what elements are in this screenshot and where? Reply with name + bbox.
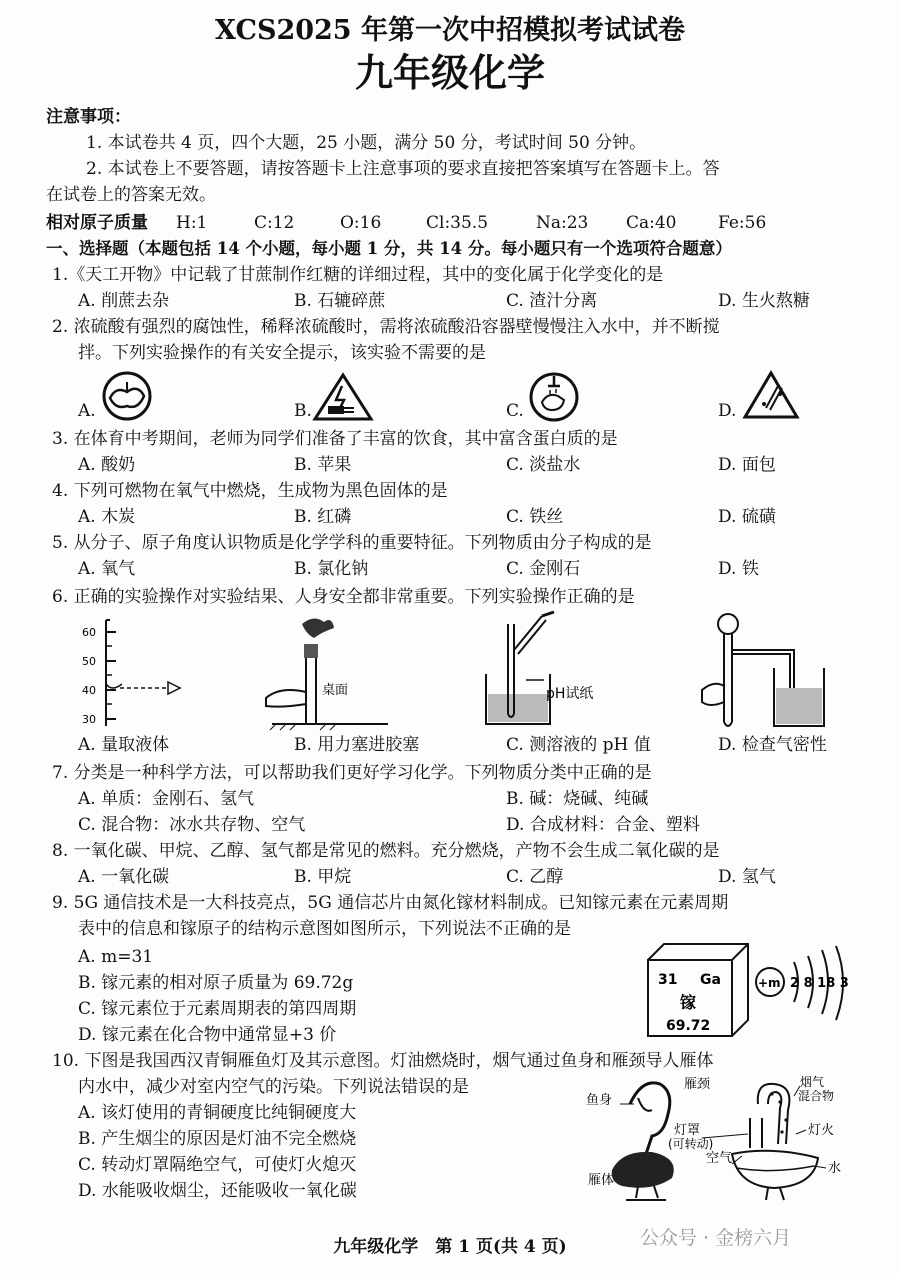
note-2-cont: 在试卷上的答案无效。 bbox=[46, 185, 216, 205]
hand-wash-icon bbox=[528, 370, 580, 424]
label-goose-neck: 雁颈 bbox=[684, 1077, 711, 1092]
label-water: 水 bbox=[828, 1161, 842, 1176]
note-1: 1. 本试卷共 4 页，四个大题，25 小题，满分 50 分，考试时间 50 分钟。 bbox=[86, 133, 647, 153]
question-5-stem: 5. 从分子、原子角度认识物质是化学学科的重要特征。下列物质由分子构成的是 bbox=[52, 533, 652, 553]
electron-shells: 2 8 18 3 bbox=[790, 976, 849, 991]
desk-label: 桌面 bbox=[322, 683, 349, 698]
q2-option-b: B. bbox=[294, 401, 312, 421]
element-number: 31 bbox=[658, 972, 678, 988]
element-name: 镓 bbox=[680, 993, 697, 1012]
q7-option-c: C. 混合物：冰水共存物、空气 bbox=[78, 815, 306, 835]
q1-option-c: C. 渣汁分离 bbox=[506, 291, 598, 311]
atomic-h: H:1 bbox=[176, 213, 208, 233]
atomic-ca: Ca:40 bbox=[626, 213, 677, 233]
label-fish-body: 鱼身 bbox=[586, 1093, 613, 1108]
q10-option-d: D. 水能吸收烟尘，还能吸收一氧化碳 bbox=[78, 1181, 357, 1201]
q9-option-c: C. 镓元素位于元素周期表的第四周期 bbox=[78, 999, 357, 1019]
airtightness-test-figure bbox=[694, 610, 854, 734]
q5-option-a: A. 氧气 bbox=[78, 559, 136, 579]
label-lamp-shade: 灯罩 bbox=[674, 1123, 701, 1138]
stopper-tube-figure bbox=[262, 612, 392, 734]
question-6-options bbox=[78, 732, 858, 758]
question-8-options bbox=[78, 864, 858, 890]
label-goose-body: 雁体 bbox=[588, 1173, 615, 1188]
atomic-na: Na:23 bbox=[536, 213, 589, 233]
q8-option-b: B. 甲烷 bbox=[294, 867, 352, 887]
question-1-options bbox=[78, 288, 858, 314]
q7-option-b: B. 碱：烧碱、纯碱 bbox=[506, 789, 649, 809]
q3-option-b: B. 苹果 bbox=[294, 455, 352, 475]
question-2-stem-cont: 拌。下列实验操作的有关安全提示，该实验不需要的是 bbox=[78, 343, 486, 363]
electrical-hazard-icon bbox=[312, 372, 374, 422]
page-footer: 九年级化学 第 1 页(共 4 页) bbox=[333, 1237, 567, 1257]
tick-50: 50 bbox=[82, 655, 96, 668]
atomic-cl: Cl:35.5 bbox=[426, 213, 489, 233]
q5-option-b: B. 氯化钠 bbox=[294, 559, 369, 579]
q6-option-c: C. 测溶液的 pH 值 bbox=[506, 735, 651, 755]
label-air: 空气 bbox=[706, 1151, 733, 1166]
exam-title: XCS2025 年第一次中招模拟考试试卷 bbox=[214, 15, 685, 46]
q3-option-d: D. 面包 bbox=[718, 455, 776, 475]
q6-option-b: B. 用力塞进胶塞 bbox=[294, 735, 420, 755]
q9-option-d: D. 镓元素在化合物中通常显+3 价 bbox=[78, 1025, 337, 1045]
question-7-stem: 7. 分类是一种科学方法，可以帮助我们更好学习化学。下列物质分类中正确的是 bbox=[52, 763, 652, 783]
atomic-mass-row bbox=[46, 210, 861, 236]
q1-option-d: D. 生火熬糖 bbox=[718, 291, 810, 311]
q10-option-b: B. 产生烟尘的原因是灯油不完全燃烧 bbox=[78, 1129, 357, 1149]
subject-title: 九年级化学 bbox=[354, 50, 545, 95]
q7-option-d: D. 合成材料：合金、塑料 bbox=[506, 815, 700, 835]
section-one-heading: 一、选择题（本题包括 14 个小题，每小题 1 分，共 14 分。每小题只有一个选项符合题意） bbox=[46, 239, 732, 258]
q6-option-d: D. 检查气密性 bbox=[718, 735, 827, 755]
q9-option-b: B. 镓元素的相对原子质量为 69.72g bbox=[78, 973, 354, 993]
q1-option-a: A. 削蔗去杂 bbox=[78, 291, 170, 311]
note-2: 2. 本试卷上不要答题，请按答题卡上注意事项的要求直接把答案填写在答题卡上。答 bbox=[86, 159, 720, 179]
element-mass: 69.72 bbox=[666, 1018, 711, 1034]
q4-option-c: C. 铁丝 bbox=[506, 507, 564, 527]
tick-30: 30 bbox=[82, 713, 96, 726]
q9-option-a: A. m=31 bbox=[78, 947, 154, 967]
gallium-element-figure bbox=[644, 940, 874, 1040]
q2-option-c: C. bbox=[506, 401, 524, 421]
label-lamp-fire: 灯火 bbox=[808, 1123, 835, 1138]
question-10-stem-cont: 内水中，减少对室内空气的污染。下列说法错误的是 bbox=[78, 1077, 469, 1097]
question-5-options bbox=[78, 556, 858, 582]
corrosive-hazard-icon bbox=[742, 370, 800, 422]
question-7-options-row2 bbox=[78, 812, 858, 838]
q8-option-c: C. 乙醇 bbox=[506, 867, 564, 887]
q4-option-a: A. 木炭 bbox=[78, 507, 136, 527]
q5-option-c: C. 金刚石 bbox=[506, 559, 581, 579]
atomic-mass-label: 相对原子质量 bbox=[46, 213, 148, 233]
atomic-o: O:16 bbox=[340, 213, 382, 233]
atomic-c: C:12 bbox=[254, 213, 295, 233]
ph-paper-label: pH试纸 bbox=[546, 686, 594, 702]
label-rotatable: (可转动) bbox=[668, 1137, 714, 1151]
q10-option-c: C. 转动灯罩隔绝空气，可使灯火熄灭 bbox=[78, 1155, 357, 1175]
question-10-stem: 10. 下图是我国西汉青铜雁鱼灯及其示意图。灯油燃烧时，烟气通过鱼身和雁颈导人雁体 bbox=[52, 1051, 714, 1071]
q5-option-d: D. 铁 bbox=[718, 559, 759, 579]
question-2-options bbox=[78, 398, 858, 424]
atomic-fe: Fe:56 bbox=[718, 213, 767, 233]
q8-option-d: D. 氢气 bbox=[718, 867, 776, 887]
q1-option-b: B. 石辘碎蔗 bbox=[294, 291, 386, 311]
q2-option-a: A. bbox=[78, 401, 96, 421]
question-9-stem-cont: 表中的信息和镓原子的结构示意图如图所示，下列说法不正确的是 bbox=[78, 919, 571, 939]
q3-option-c: C. 淡盐水 bbox=[506, 455, 581, 475]
q4-option-d: D. 硫磺 bbox=[718, 507, 776, 527]
question-1-stem: 1.《天工开物》中记载了甘蔗制作红糖的详细过程，其中的变化属于化学变化的是 bbox=[52, 265, 664, 285]
question-7-options-row1 bbox=[78, 786, 858, 812]
question-8-stem: 8. 一氧化碳、甲烷、乙醇、氢气都是常见的燃料。充分燃烧，产物不会生成二氧化碳的是 bbox=[52, 841, 720, 861]
tick-60: 60 bbox=[82, 626, 96, 639]
q8-option-a: A. 一氧化碳 bbox=[78, 867, 170, 887]
q7-option-a: A. 单质：金刚石、氢气 bbox=[78, 789, 255, 809]
question-3-options bbox=[78, 452, 858, 478]
question-6-stem: 6. 正确的实验操作对实验结果、人身安全都非常重要。下列实验操作正确的是 bbox=[52, 587, 635, 607]
q2-option-d: D. bbox=[718, 401, 737, 421]
question-2-stem: 2. 浓硫酸有强烈的腐蚀性，稀释浓硫酸时，需将浓硫酸沿容器壁慢慢注入水中，并不断搅 bbox=[52, 317, 720, 337]
question-4-stem: 4. 下列可燃物在氧气中燃烧，生成物为黑色固体的是 bbox=[52, 481, 448, 501]
nucleus-label: +m bbox=[758, 976, 781, 990]
watermark-text: 公众号 · 金榜六月 bbox=[640, 1227, 792, 1249]
notes-label: 注意事项： bbox=[46, 107, 131, 127]
goose-fish-lamp-figure bbox=[582, 1074, 872, 1206]
element-symbol: Ga bbox=[700, 972, 721, 988]
label-smoke: 烟气 bbox=[800, 1075, 825, 1089]
question-3-stem: 3. 在体育中考期间，老师为同学们准备了丰富的饮食，其中富含蛋白质的是 bbox=[52, 429, 618, 449]
ph-test-figure bbox=[478, 610, 628, 732]
label-mixture: 混合物 bbox=[798, 1089, 835, 1103]
tick-40: 40 bbox=[82, 684, 96, 697]
question-4-options bbox=[78, 504, 858, 530]
eye-protection-icon bbox=[98, 370, 156, 422]
question-9-stem: 9. 5G 通信技术是一大科技亮点，5G 通信芯片由氮化镓材料制成。已知镓元素在元素周期 bbox=[52, 893, 729, 913]
q6-option-a: A. 量取液体 bbox=[78, 735, 170, 755]
graduated-cylinder-figure bbox=[76, 614, 186, 732]
q4-option-b: B. 红磷 bbox=[294, 507, 352, 527]
q10-option-a: A. 该灯使用的青铜硬度比纯铜硬度大 bbox=[78, 1103, 357, 1123]
q3-option-a: A. 酸奶 bbox=[78, 455, 136, 475]
